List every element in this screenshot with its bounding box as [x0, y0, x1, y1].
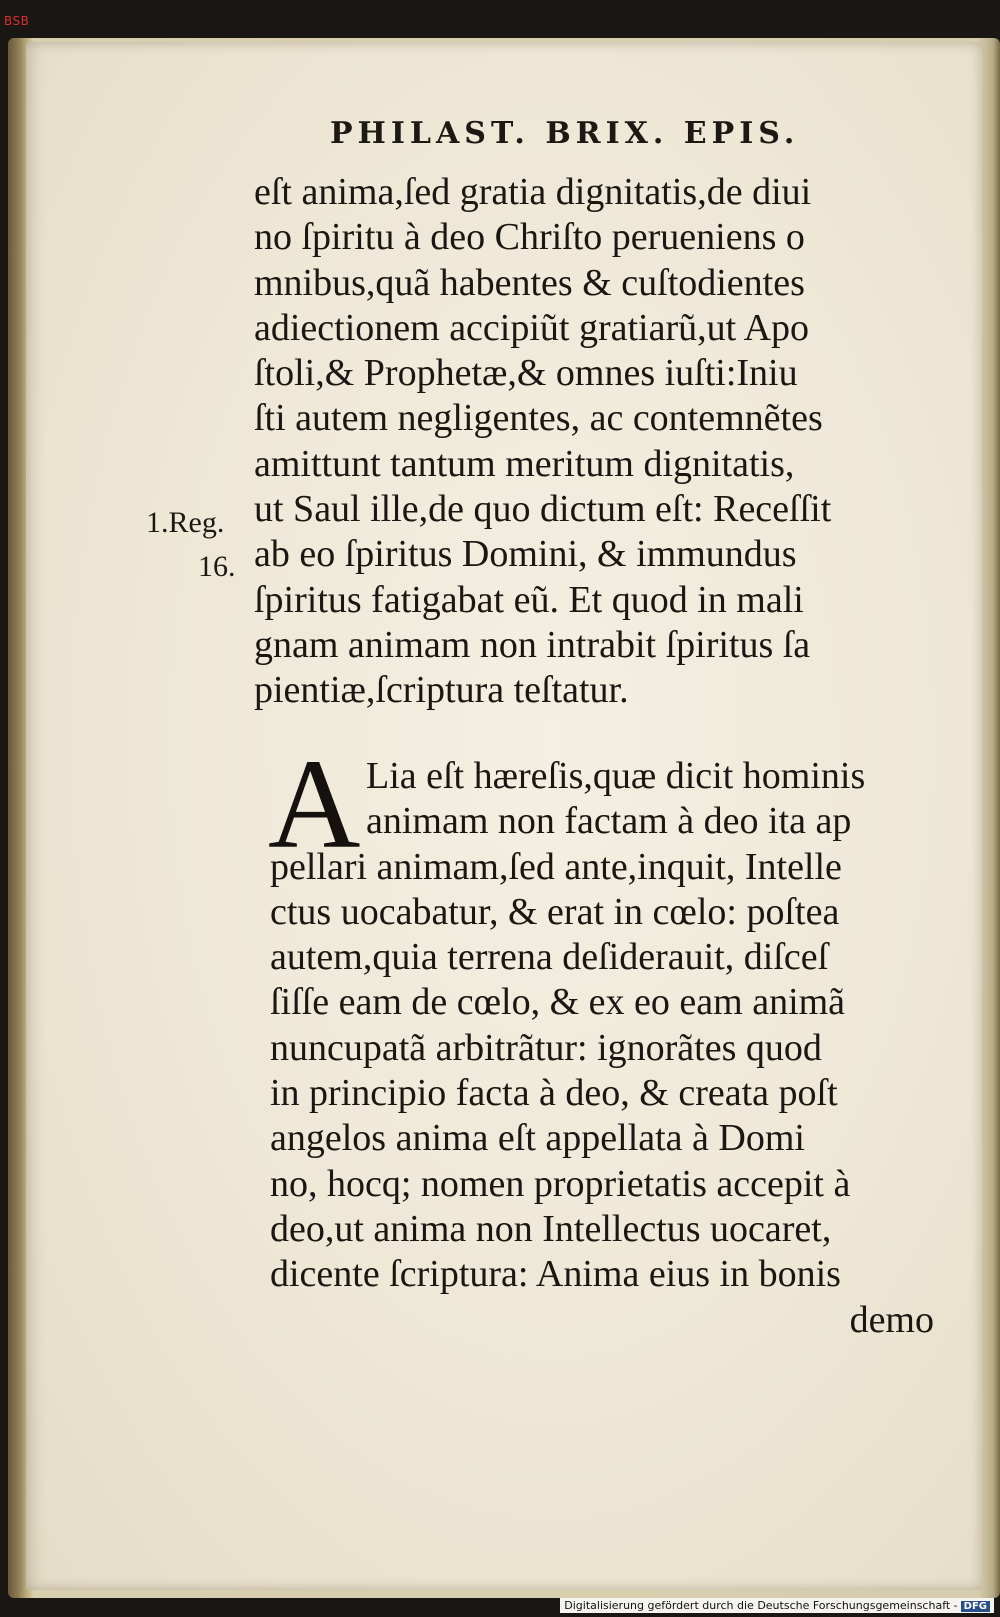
text-line: amittunt tantum meritum dignitatis,	[254, 442, 795, 485]
marginal-note-chapter: 16.	[198, 550, 236, 583]
text-line: ſti autem negligentes, ac contemnẽtes	[254, 397, 823, 440]
text-line: in principio facta à deo, & creata poſt	[270, 1072, 838, 1115]
text-line: pientiæ,ſcriptura teſtatur.	[254, 669, 629, 712]
drop-capital: A	[268, 733, 361, 875]
marginal-note-reference: 1.Reg.	[146, 506, 225, 539]
text-line: Lia eſt hæreſis,quæ dicit hominis	[366, 755, 866, 797]
running-head: PHILAST. BRIX. EPIS.	[330, 116, 800, 151]
text-line: mnibus,quã habentes & cuſtodientes	[254, 261, 805, 304]
footer-text: Digitalisierung gefördert durch die Deutsche Forschungsgemeinschaft -	[564, 1599, 958, 1612]
text-line: no ſpiritu à deo Chriſto perueniens o	[254, 216, 805, 259]
text-line: ctus uocabatur, & erat in cœlo: poſtea	[270, 890, 840, 933]
catchword: demo	[849, 1298, 934, 1341]
text-line: nuncupatã arbitrãtur: ignorãtes quod	[270, 1026, 822, 1069]
text-block-2	[268, 733, 934, 1343]
text-line: ab eo ſpiritus Domini, & immundus	[254, 533, 797, 576]
text-line: dicente ſcriptura: Anima eius in bonis	[270, 1253, 841, 1296]
text-line: deo,ut anima non Intellectus uocaret,	[270, 1207, 832, 1250]
text-line: angelos anima eſt appellata à Domi	[270, 1117, 805, 1160]
text-line: ſpiritus fatigabat eũ. Et quod in mali	[254, 578, 804, 621]
text-line: pellari animam,ſed ante,inquit, Intelle	[270, 845, 842, 888]
library-tag: BSB	[4, 14, 30, 28]
text-line: no, hocq; nomen proprietatis accepit à	[270, 1162, 851, 1205]
digitization-footer	[560, 1598, 994, 1613]
dfg-logo: DFG	[961, 1601, 990, 1612]
text-line: ſtoli,& Prophetæ,& omnes iuſti:Iniu	[254, 352, 798, 395]
text-line: adiectionem accipiũt gratiarũ,ut Apo	[254, 306, 810, 349]
text-line: ut Saul ille,de quo dictum eſt: Receſſit	[254, 488, 832, 531]
text-line: ſiſſe eam de cœlo, & ex eo eam animã	[270, 981, 846, 1024]
text-line: animam non factam à deo ita ap	[366, 800, 852, 843]
text-line: autem,quia terrena deſiderauit, diſceſ	[270, 936, 829, 979]
text-block-1	[254, 170, 934, 714]
text-line: gnam animam non intrabit ſpiritus ſa	[254, 623, 811, 666]
text-line: eſt anima,ſed gratia dignitatis,de diui	[254, 171, 812, 213]
